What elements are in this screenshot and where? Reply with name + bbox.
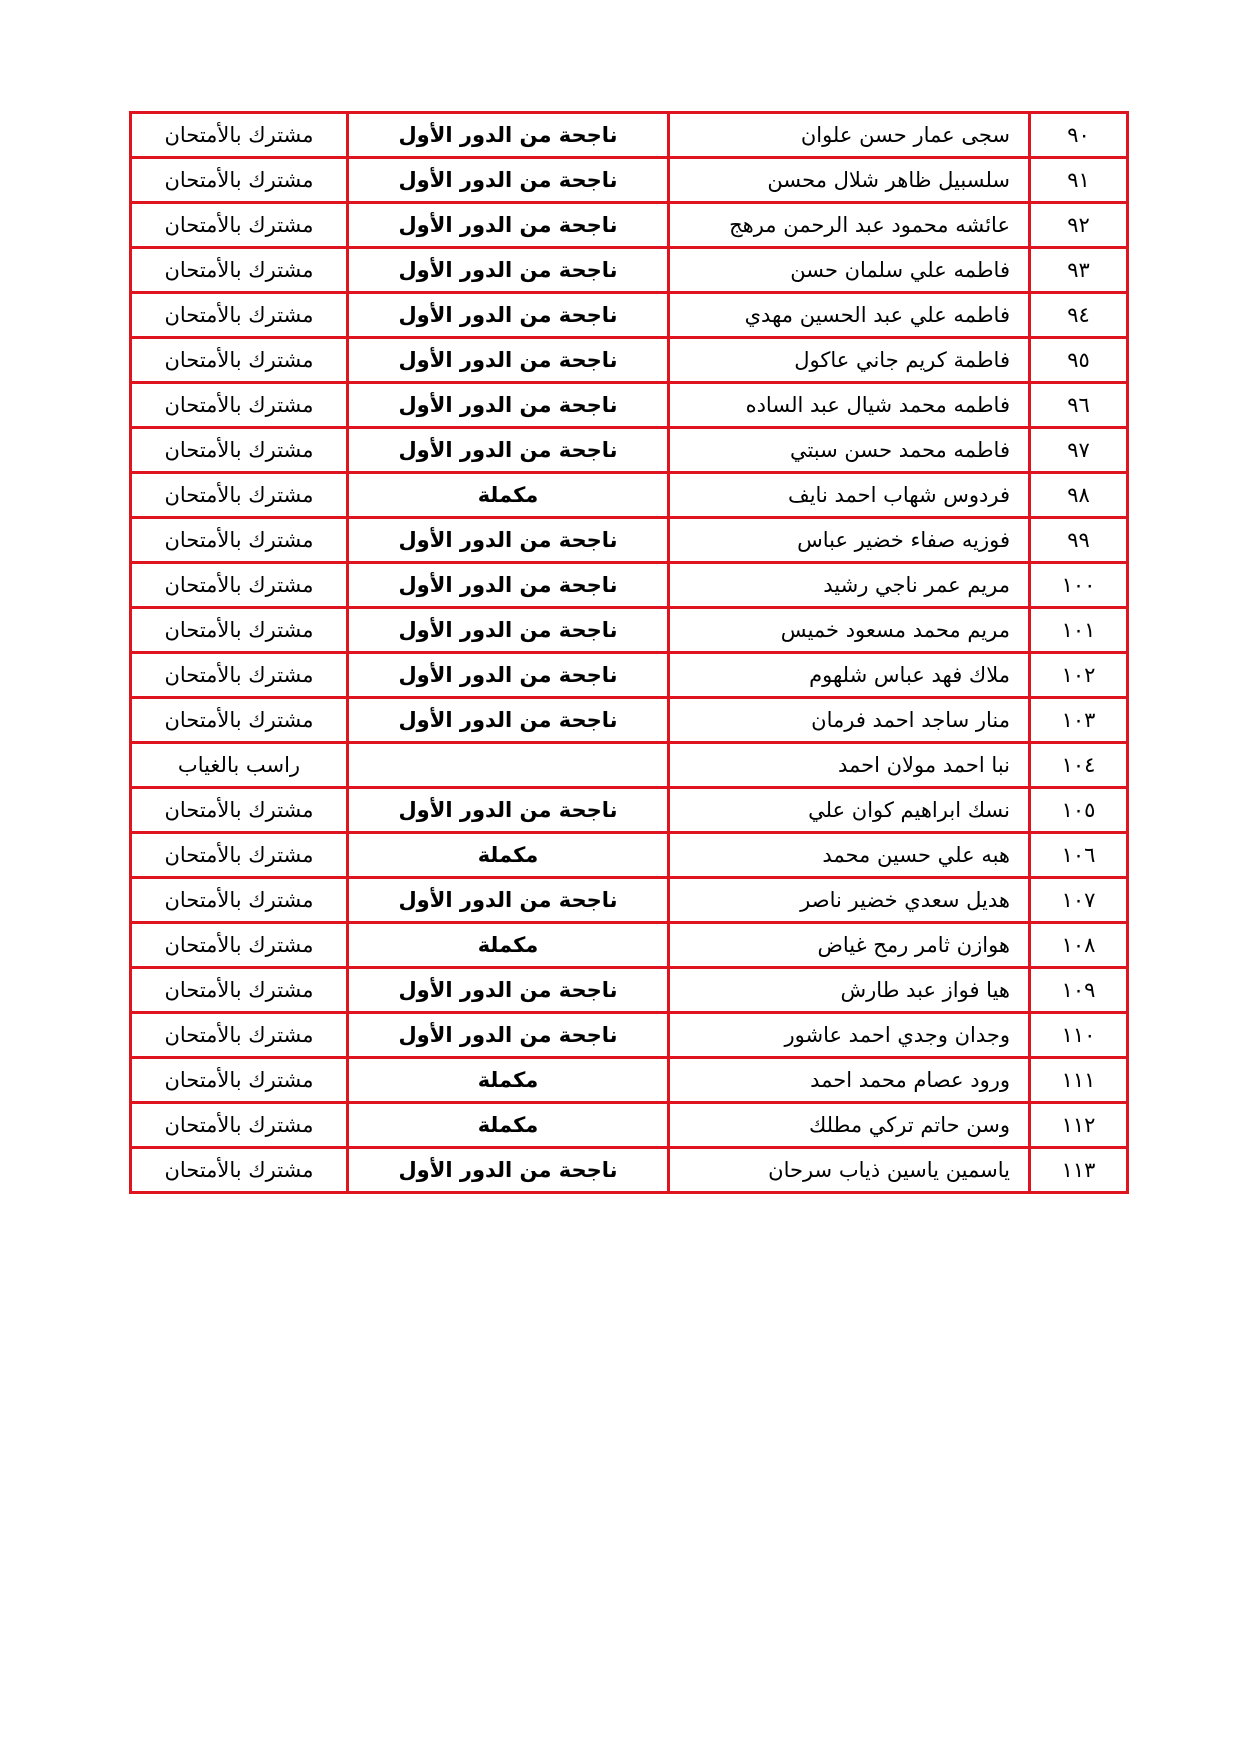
result-cell: ناجحة من الدور الأول [348,293,669,338]
result-cell: ناجحة من الدور الأول [348,383,669,428]
exam-status-cell: راسب بالغياب [131,743,348,788]
table-row [131,518,1128,563]
student-name-cell: وجدان وجدي احمد عاشور [669,1013,1030,1058]
row-number-cell: ٩٧ [1030,428,1128,473]
table-row [131,428,1128,473]
table-row [131,113,1128,158]
row-number-cell: ١٠٨ [1030,923,1128,968]
exam-status-cell: مشترك بالأمتحان [131,338,348,383]
student-name-cell: هوازن ثامر رمح غياض [669,923,1030,968]
table-row [131,788,1128,833]
student-name-cell: عائشه محمود عبد الرحمن مرهج [669,203,1030,248]
exam-status-cell: مشترك بالأمتحان [131,1148,348,1193]
exam-status-cell: مشترك بالأمتحان [131,968,348,1013]
result-cell: ناجحة من الدور الأول [348,608,669,653]
student-name-cell: مريم عمر ناجي رشيد [669,563,1030,608]
table-row [131,338,1128,383]
results-table-body [131,113,1128,1193]
exam-status-cell: مشترك بالأمتحان [131,1013,348,1058]
exam-status-cell: مشترك بالأمتحان [131,428,348,473]
exam-status-cell: مشترك بالأمتحان [131,563,348,608]
table-row [131,923,1128,968]
result-cell: ناجحة من الدور الأول [348,698,669,743]
exam-status-cell: مشترك بالأمتحان [131,608,348,653]
table-row [131,608,1128,653]
table-row [131,248,1128,293]
row-number-cell: ٩٨ [1030,473,1128,518]
row-number-cell: ١١١ [1030,1058,1128,1103]
exam-status-cell: مشترك بالأمتحان [131,653,348,698]
row-number-cell: ٩٩ [1030,518,1128,563]
table-row [131,1148,1128,1193]
student-name-cell: فاطمه علي عبد الحسين مهدي [669,293,1030,338]
table-row [131,1013,1128,1058]
exam-status-cell: مشترك بالأمتحان [131,1058,348,1103]
result-cell: مكملة [348,833,669,878]
student-name-cell: نبا احمد مولان احمد [669,743,1030,788]
row-number-cell: ١٠٣ [1030,698,1128,743]
result-cell: ناجحة من الدور الأول [348,968,669,1013]
student-name-cell: ملاك فهد عباس شلهوم [669,653,1030,698]
table-row [131,158,1128,203]
table-row [131,968,1128,1013]
row-number-cell: ١١٣ [1030,1148,1128,1193]
exam-status-cell: مشترك بالأمتحان [131,473,348,518]
student-name-cell: فردوس شهاب احمد نايف [669,473,1030,518]
row-number-cell: ١٠٧ [1030,878,1128,923]
student-name-cell: ورود عصام محمد احمد [669,1058,1030,1103]
result-cell: ناجحة من الدور الأول [348,113,669,158]
student-name-cell: هيا فواز عبد طارش [669,968,1030,1013]
exam-status-cell: مشترك بالأمتحان [131,923,348,968]
row-number-cell: ١٠١ [1030,608,1128,653]
exam-status-cell: مشترك بالأمتحان [131,113,348,158]
row-number-cell: ٩٦ [1030,383,1128,428]
row-number-cell: ٩٠ [1030,113,1128,158]
exam-status-cell: مشترك بالأمتحان [131,1103,348,1148]
row-number-cell: ٩٢ [1030,203,1128,248]
student-name-cell: فاطمة كريم جاني عاكول [669,338,1030,383]
student-name-cell: وسن حاتم تركي مطلك [669,1103,1030,1148]
student-name-cell: فوزيه صفاء خضير عباس [669,518,1030,563]
table-row [131,203,1128,248]
student-name-cell: فاطمه محمد شيال عبد الساده [669,383,1030,428]
exam-status-cell: مشترك بالأمتحان [131,788,348,833]
student-name-cell: نسك ابراهيم كوان علي [669,788,1030,833]
result-cell: مكملة [348,923,669,968]
row-number-cell: ١١٠ [1030,1013,1128,1058]
table-row [131,743,1128,788]
table-row [131,563,1128,608]
row-number-cell: ٩٥ [1030,338,1128,383]
student-name-cell: فاطمه محمد حسن سبتي [669,428,1030,473]
exam-status-cell: مشترك بالأمتحان [131,878,348,923]
table-row [131,878,1128,923]
result-cell: ناجحة من الدور الأول [348,248,669,293]
result-cell: مكملة [348,473,669,518]
table-row [131,833,1128,878]
row-number-cell: ٩٤ [1030,293,1128,338]
exam-status-cell: مشترك بالأمتحان [131,293,348,338]
student-name-cell: مريم محمد مسعود خميس [669,608,1030,653]
exam-status-cell: مشترك بالأمتحان [131,833,348,878]
result-cell: ناجحة من الدور الأول [348,788,669,833]
result-cell: ناجحة من الدور الأول [348,518,669,563]
exam-status-cell: مشترك بالأمتحان [131,158,348,203]
student-name-cell: فاطمه علي سلمان حسن [669,248,1030,293]
student-name-cell: هبه علي حسين محمد [669,833,1030,878]
student-name-cell: سلسبيل ظاهر شلال محسن [669,158,1030,203]
result-cell: ناجحة من الدور الأول [348,338,669,383]
table-row [131,653,1128,698]
result-cell [348,743,669,788]
result-cell: ناجحة من الدور الأول [348,563,669,608]
result-cell: ناجحة من الدور الأول [348,428,669,473]
student-name-cell: منار ساجد احمد فرمان [669,698,1030,743]
result-cell: ناجحة من الدور الأول [348,158,669,203]
row-number-cell: ١٠٤ [1030,743,1128,788]
result-cell: ناجحة من الدور الأول [348,653,669,698]
table-row [131,1103,1128,1148]
student-name-cell: ياسمين ياسين ذياب سرحان [669,1148,1030,1193]
exam-status-cell: مشترك بالأمتحان [131,248,348,293]
table-row [131,383,1128,428]
row-number-cell: ١٠٦ [1030,833,1128,878]
student-name-cell: هديل سعدي خضير ناصر [669,878,1030,923]
row-number-cell: ١٠٠ [1030,563,1128,608]
row-number-cell: ١٠٩ [1030,968,1128,1013]
exam-status-cell: مشترك بالأمتحان [131,698,348,743]
result-cell: مكملة [348,1058,669,1103]
table-row [131,473,1128,518]
table-row [131,1058,1128,1103]
student-name-cell: سجى عمار حسن علوان [669,113,1030,158]
row-number-cell: ١١٢ [1030,1103,1128,1148]
result-cell: ناجحة من الدور الأول [348,1013,669,1058]
result-cell: ناجحة من الدور الأول [348,203,669,248]
table-row [131,293,1128,338]
row-number-cell: ٩٣ [1030,248,1128,293]
results-sheet [129,111,1129,1194]
row-number-cell: ١٠٢ [1030,653,1128,698]
exam-status-cell: مشترك بالأمتحان [131,518,348,563]
result-cell: مكملة [348,1103,669,1148]
results-table [129,111,1129,1194]
table-row [131,698,1128,743]
exam-status-cell: مشترك بالأمتحان [131,203,348,248]
row-number-cell: ٩١ [1030,158,1128,203]
row-number-cell: ١٠٥ [1030,788,1128,833]
result-cell: ناجحة من الدور الأول [348,878,669,923]
exam-status-cell: مشترك بالأمتحان [131,383,348,428]
result-cell: ناجحة من الدور الأول [348,1148,669,1193]
